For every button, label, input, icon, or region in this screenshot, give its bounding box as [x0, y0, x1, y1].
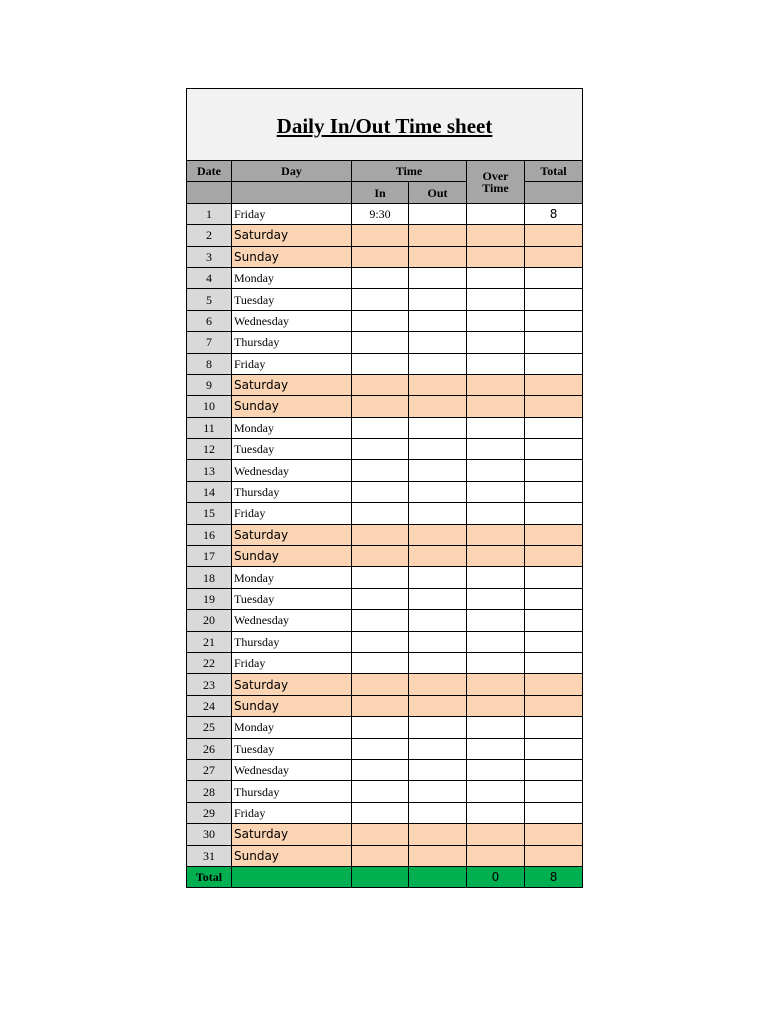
out-time-cell[interactable] — [409, 546, 467, 567]
header-date-blank — [187, 182, 232, 203]
overtime-cell[interactable] — [467, 396, 525, 417]
date-cell: 19 — [187, 588, 232, 609]
overtime-cell[interactable] — [467, 246, 525, 267]
table-row — [187, 267, 583, 288]
day-cell: Sunday — [232, 246, 352, 267]
header-time: Time — [352, 161, 467, 182]
table-row — [187, 824, 583, 845]
out-time-cell[interactable] — [409, 695, 467, 716]
total-cell[interactable] — [525, 267, 583, 288]
in-time-cell[interactable] — [352, 781, 409, 802]
date-cell: 11 — [187, 417, 232, 438]
in-time-cell[interactable] — [352, 417, 409, 438]
total-cell[interactable] — [525, 567, 583, 588]
date-cell: 14 — [187, 481, 232, 502]
in-time-cell[interactable] — [352, 524, 409, 545]
table-row — [187, 481, 583, 502]
overtime-cell[interactable] — [467, 225, 525, 246]
date-cell: 27 — [187, 759, 232, 780]
out-time-cell[interactable] — [409, 652, 467, 673]
total-label: Total — [187, 866, 232, 887]
day-cell: Friday — [232, 503, 352, 524]
overtime-cell[interactable] — [467, 267, 525, 288]
table-row — [187, 203, 583, 224]
date-cell: 18 — [187, 567, 232, 588]
date-cell: 10 — [187, 396, 232, 417]
date-cell: 9 — [187, 374, 232, 395]
day-cell: Saturday — [232, 824, 352, 845]
header-total-blank — [525, 182, 583, 203]
table-row — [187, 674, 583, 695]
in-time-cell[interactable] — [352, 289, 409, 310]
date-cell: 7 — [187, 332, 232, 353]
day-cell: Monday — [232, 717, 352, 738]
overtime-cell[interactable] — [467, 588, 525, 609]
overtime-cell[interactable] — [467, 203, 525, 224]
out-time-cell[interactable] — [409, 246, 467, 267]
date-cell: 5 — [187, 289, 232, 310]
total-cell[interactable] — [525, 460, 583, 481]
date-cell: 28 — [187, 781, 232, 802]
out-time-cell[interactable] — [409, 610, 467, 631]
in-time-cell[interactable] — [352, 845, 409, 866]
in-time-cell[interactable] — [352, 374, 409, 395]
date-cell: 15 — [187, 503, 232, 524]
out-time-cell[interactable] — [409, 417, 467, 438]
out-time-cell[interactable] — [409, 631, 467, 652]
day-cell: Wednesday — [232, 460, 352, 481]
header-overtime — [467, 161, 525, 204]
table-row — [187, 588, 583, 609]
out-time-cell[interactable] — [409, 567, 467, 588]
table-row — [187, 738, 583, 759]
in-time-cell[interactable] — [352, 759, 409, 780]
day-cell: Monday — [232, 267, 352, 288]
out-time-cell[interactable] — [409, 845, 467, 866]
overtime-cell[interactable] — [467, 546, 525, 567]
table-row — [187, 524, 583, 545]
out-time-cell[interactable] — [409, 674, 467, 695]
header-overtime-line2: Time — [482, 180, 509, 195]
total-cell[interactable] — [525, 588, 583, 609]
total-cell[interactable] — [525, 225, 583, 246]
day-cell: Monday — [232, 417, 352, 438]
total-cell[interactable] — [525, 439, 583, 460]
table-row — [187, 310, 583, 331]
overtime-cell[interactable] — [467, 631, 525, 652]
total-cell[interactable] — [525, 289, 583, 310]
overtime-cell[interactable] — [467, 460, 525, 481]
table-row — [187, 802, 583, 823]
overtime-cell[interactable] — [467, 289, 525, 310]
out-time-cell[interactable] — [409, 524, 467, 545]
date-cell: 30 — [187, 824, 232, 845]
day-cell: Saturday — [232, 524, 352, 545]
total-cell[interactable] — [525, 610, 583, 631]
table-row — [187, 781, 583, 802]
in-time-cell[interactable] — [352, 631, 409, 652]
out-time-cell[interactable] — [409, 225, 467, 246]
day-cell: Friday — [232, 802, 352, 823]
table-row — [187, 289, 583, 310]
total-cell[interactable]: 8 — [525, 203, 583, 224]
overtime-cell[interactable] — [467, 503, 525, 524]
table-row — [187, 353, 583, 374]
header-date: Date — [187, 161, 232, 182]
table-row — [187, 460, 583, 481]
in-time-cell[interactable] — [352, 588, 409, 609]
total-cell[interactable] — [525, 845, 583, 866]
day-cell: Saturday — [232, 374, 352, 395]
overtime-cell[interactable] — [467, 695, 525, 716]
out-time-cell[interactable] — [409, 289, 467, 310]
total-cell[interactable] — [525, 695, 583, 716]
header-in: In — [352, 182, 409, 203]
day-cell: Tuesday — [232, 439, 352, 460]
in-time-cell[interactable] — [352, 503, 409, 524]
out-time-cell[interactable] — [409, 353, 467, 374]
date-cell: 13 — [187, 460, 232, 481]
total-cell[interactable] — [525, 246, 583, 267]
in-time-cell[interactable] — [352, 310, 409, 331]
total-row — [187, 866, 583, 887]
overtime-cell[interactable] — [467, 417, 525, 438]
total-in — [352, 866, 409, 887]
timesheet-rows — [187, 203, 583, 866]
day-cell: Wednesday — [232, 310, 352, 331]
overtime-cell[interactable] — [467, 802, 525, 823]
date-cell: 31 — [187, 845, 232, 866]
table-row — [187, 652, 583, 673]
out-time-cell[interactable] — [409, 203, 467, 224]
total-cell[interactable] — [525, 631, 583, 652]
timesheet-table — [186, 88, 583, 888]
table-row — [187, 225, 583, 246]
date-cell: 3 — [187, 246, 232, 267]
day-cell: Friday — [232, 652, 352, 673]
day-cell: Thursday — [232, 781, 352, 802]
day-cell: Friday — [232, 203, 352, 224]
in-time-cell[interactable] — [352, 246, 409, 267]
date-cell: 29 — [187, 802, 232, 823]
table-row — [187, 759, 583, 780]
total-cell[interactable] — [525, 417, 583, 438]
day-cell: Saturday — [232, 674, 352, 695]
out-time-cell[interactable] — [409, 824, 467, 845]
total-cell[interactable] — [525, 310, 583, 331]
out-time-cell[interactable] — [409, 310, 467, 331]
total-cell[interactable] — [525, 524, 583, 545]
date-cell: 1 — [187, 203, 232, 224]
date-cell: 6 — [187, 310, 232, 331]
out-time-cell[interactable] — [409, 332, 467, 353]
out-time-cell[interactable] — [409, 738, 467, 759]
header-total: Total — [525, 161, 583, 182]
date-cell: 24 — [187, 695, 232, 716]
day-cell: Wednesday — [232, 610, 352, 631]
date-cell: 8 — [187, 353, 232, 374]
overtime-cell[interactable] — [467, 567, 525, 588]
day-cell: Thursday — [232, 332, 352, 353]
total-out — [409, 866, 467, 887]
total-cell[interactable] — [525, 481, 583, 502]
total-cell[interactable] — [525, 546, 583, 567]
total-cell[interactable] — [525, 781, 583, 802]
day-cell: Tuesday — [232, 588, 352, 609]
in-time-cell[interactable] — [352, 332, 409, 353]
in-time-cell[interactable] — [352, 439, 409, 460]
in-time-cell[interactable]: 9:30 — [352, 203, 409, 224]
total-hours: 8 — [525, 866, 583, 887]
day-cell: Sunday — [232, 546, 352, 567]
total-cell[interactable] — [525, 824, 583, 845]
date-cell: 16 — [187, 524, 232, 545]
date-cell: 20 — [187, 610, 232, 631]
overtime-cell[interactable] — [467, 524, 525, 545]
overtime-cell[interactable] — [467, 439, 525, 460]
day-cell: Thursday — [232, 631, 352, 652]
in-time-cell[interactable] — [352, 695, 409, 716]
table-row — [187, 332, 583, 353]
overtime-cell[interactable] — [467, 674, 525, 695]
out-time-cell[interactable] — [409, 717, 467, 738]
out-time-cell[interactable] — [409, 781, 467, 802]
day-cell: Friday — [232, 353, 352, 374]
in-time-cell[interactable] — [352, 674, 409, 695]
overtime-cell[interactable] — [467, 374, 525, 395]
overtime-cell[interactable] — [467, 738, 525, 759]
total-cell[interactable] — [525, 738, 583, 759]
day-cell: Sunday — [232, 396, 352, 417]
overtime-cell[interactable] — [467, 610, 525, 631]
overtime-cell[interactable] — [467, 781, 525, 802]
in-time-cell[interactable] — [352, 481, 409, 502]
table-row — [187, 717, 583, 738]
table-row — [187, 396, 583, 417]
overtime-cell[interactable] — [467, 652, 525, 673]
table-row — [187, 546, 583, 567]
in-time-cell[interactable] — [352, 610, 409, 631]
overtime-cell[interactable] — [467, 353, 525, 374]
out-time-cell[interactable] — [409, 588, 467, 609]
total-cell[interactable] — [525, 332, 583, 353]
header-out: Out — [409, 182, 467, 203]
in-time-cell[interactable] — [352, 717, 409, 738]
total-cell[interactable] — [525, 802, 583, 823]
date-cell: 17 — [187, 546, 232, 567]
total-cell[interactable] — [525, 759, 583, 780]
total-cell[interactable] — [525, 717, 583, 738]
total-cell[interactable] — [525, 674, 583, 695]
table-row — [187, 845, 583, 866]
total-cell[interactable] — [525, 353, 583, 374]
out-time-cell[interactable] — [409, 396, 467, 417]
in-time-cell[interactable] — [352, 546, 409, 567]
total-cell[interactable] — [525, 652, 583, 673]
day-cell: Sunday — [232, 845, 352, 866]
date-cell: 25 — [187, 717, 232, 738]
table-row — [187, 503, 583, 524]
table-row — [187, 374, 583, 395]
header-day-blank — [232, 182, 352, 203]
out-time-cell[interactable] — [409, 802, 467, 823]
in-time-cell[interactable] — [352, 567, 409, 588]
in-time-cell[interactable] — [352, 225, 409, 246]
date-cell: 12 — [187, 439, 232, 460]
day-cell: Saturday — [232, 225, 352, 246]
in-time-cell[interactable] — [352, 802, 409, 823]
date-cell: 2 — [187, 225, 232, 246]
date-cell: 4 — [187, 267, 232, 288]
total-day — [232, 866, 352, 887]
out-time-cell[interactable] — [409, 267, 467, 288]
in-time-cell[interactable] — [352, 738, 409, 759]
table-row — [187, 567, 583, 588]
day-cell: Tuesday — [232, 289, 352, 310]
out-time-cell[interactable] — [409, 439, 467, 460]
out-time-cell[interactable] — [409, 759, 467, 780]
header-day: Day — [232, 161, 352, 182]
table-row — [187, 246, 583, 267]
day-cell: Monday — [232, 567, 352, 588]
total-cell[interactable] — [525, 503, 583, 524]
in-time-cell[interactable] — [352, 652, 409, 673]
in-time-cell[interactable] — [352, 353, 409, 374]
out-time-cell[interactable] — [409, 503, 467, 524]
out-time-cell[interactable] — [409, 460, 467, 481]
total-cell[interactable] — [525, 374, 583, 395]
overtime-cell[interactable] — [467, 824, 525, 845]
in-time-cell[interactable] — [352, 824, 409, 845]
overtime-cell[interactable] — [467, 759, 525, 780]
date-cell: 22 — [187, 652, 232, 673]
day-cell: Thursday — [232, 481, 352, 502]
date-cell: 26 — [187, 738, 232, 759]
in-time-cell[interactable] — [352, 396, 409, 417]
day-cell: Tuesday — [232, 738, 352, 759]
overtime-cell[interactable] — [467, 845, 525, 866]
table-row — [187, 610, 583, 631]
date-cell: 21 — [187, 631, 232, 652]
day-cell: Wednesday — [232, 759, 352, 780]
day-cell: Sunday — [232, 695, 352, 716]
table-row — [187, 631, 583, 652]
in-time-cell[interactable] — [352, 460, 409, 481]
date-cell: 23 — [187, 674, 232, 695]
overtime-cell[interactable] — [467, 332, 525, 353]
overtime-cell[interactable] — [467, 310, 525, 331]
total-cell[interactable] — [525, 396, 583, 417]
out-time-cell[interactable] — [409, 481, 467, 502]
overtime-cell[interactable] — [467, 481, 525, 502]
table-row — [187, 439, 583, 460]
out-time-cell[interactable] — [409, 374, 467, 395]
total-overtime: 0 — [467, 866, 525, 887]
sheet-title: Daily In/Out Time sheet — [187, 89, 583, 161]
header-overtime-line1: Over — [482, 168, 509, 183]
table-row — [187, 695, 583, 716]
in-time-cell[interactable] — [352, 267, 409, 288]
table-row — [187, 417, 583, 438]
overtime-cell[interactable] — [467, 717, 525, 738]
